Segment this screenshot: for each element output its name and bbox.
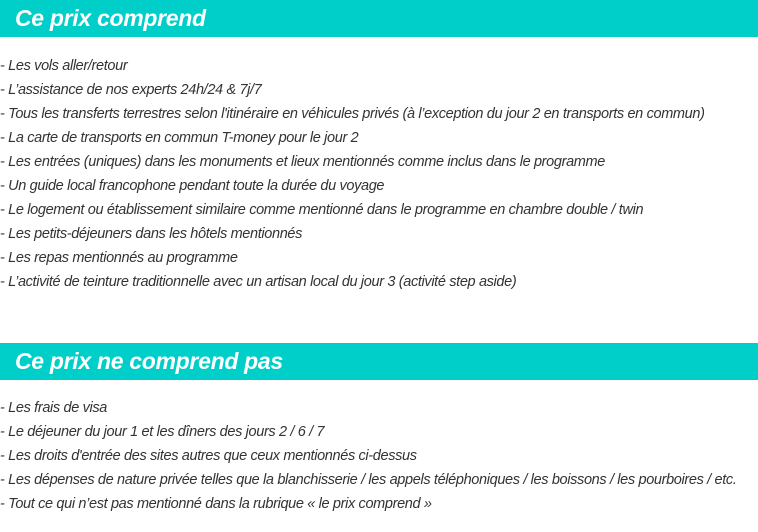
price-excludes-title: Ce prix ne comprend pas bbox=[15, 348, 283, 374]
list-item: - Le déjeuner du jour 1 et les dîners des jours 2 / 6 / 7 bbox=[0, 424, 325, 440]
list-item: - Tous les transferts terrestres selon l'itinéraire en véhicules privés (à l’exception du jour 2 en transports en commun) bbox=[0, 106, 705, 122]
list-item: - La carte de transports en commun T-money pour le jour 2 bbox=[0, 130, 359, 146]
price-excludes-header bbox=[0, 343, 758, 380]
list-item: - Les droits d'entrée des sites autres que ceux mentionnés ci-dessus bbox=[0, 448, 417, 464]
list-item: - Les repas mentionnés au programme bbox=[0, 250, 238, 266]
list-item: - Les vols aller/retour bbox=[0, 58, 128, 74]
list-item: - Les entrées (uniques) dans les monuments et lieux mentionnés comme inclus dans le programme bbox=[0, 154, 605, 170]
price-excludes-section bbox=[0, 343, 758, 516]
list-item: - L’activité de teinture traditionnelle avec un artisan local du jour 3 (activité step aside) bbox=[0, 274, 517, 290]
list-item: - L’assistance de nos experts 24h/24 & 7j/7 bbox=[0, 82, 262, 98]
list-item: - Tout ce qui n’est pas mentionné dans la rubrique « le prix comprend » bbox=[0, 496, 432, 512]
price-includes-title: Ce prix comprend bbox=[15, 5, 206, 31]
list-item: - Les petits-déjeuners dans les hôtels mentionnés bbox=[0, 226, 303, 242]
list-item: - Les frais de visa bbox=[0, 400, 107, 416]
list-item: - Les dépenses de nature privée telles que la blanchisserie / les appels téléphoniques / les boissons / les pourboires / etc. bbox=[0, 472, 737, 488]
price-excludes-list bbox=[0, 380, 758, 516]
price-includes-header bbox=[0, 0, 758, 37]
price-includes-list bbox=[0, 37, 758, 294]
list-item: - Un guide local francophone pendant toute la durée du voyage bbox=[0, 178, 385, 194]
list-item: - Le logement ou établissement similaire comme mentionné dans le programme en chambre double / twin bbox=[0, 202, 644, 218]
